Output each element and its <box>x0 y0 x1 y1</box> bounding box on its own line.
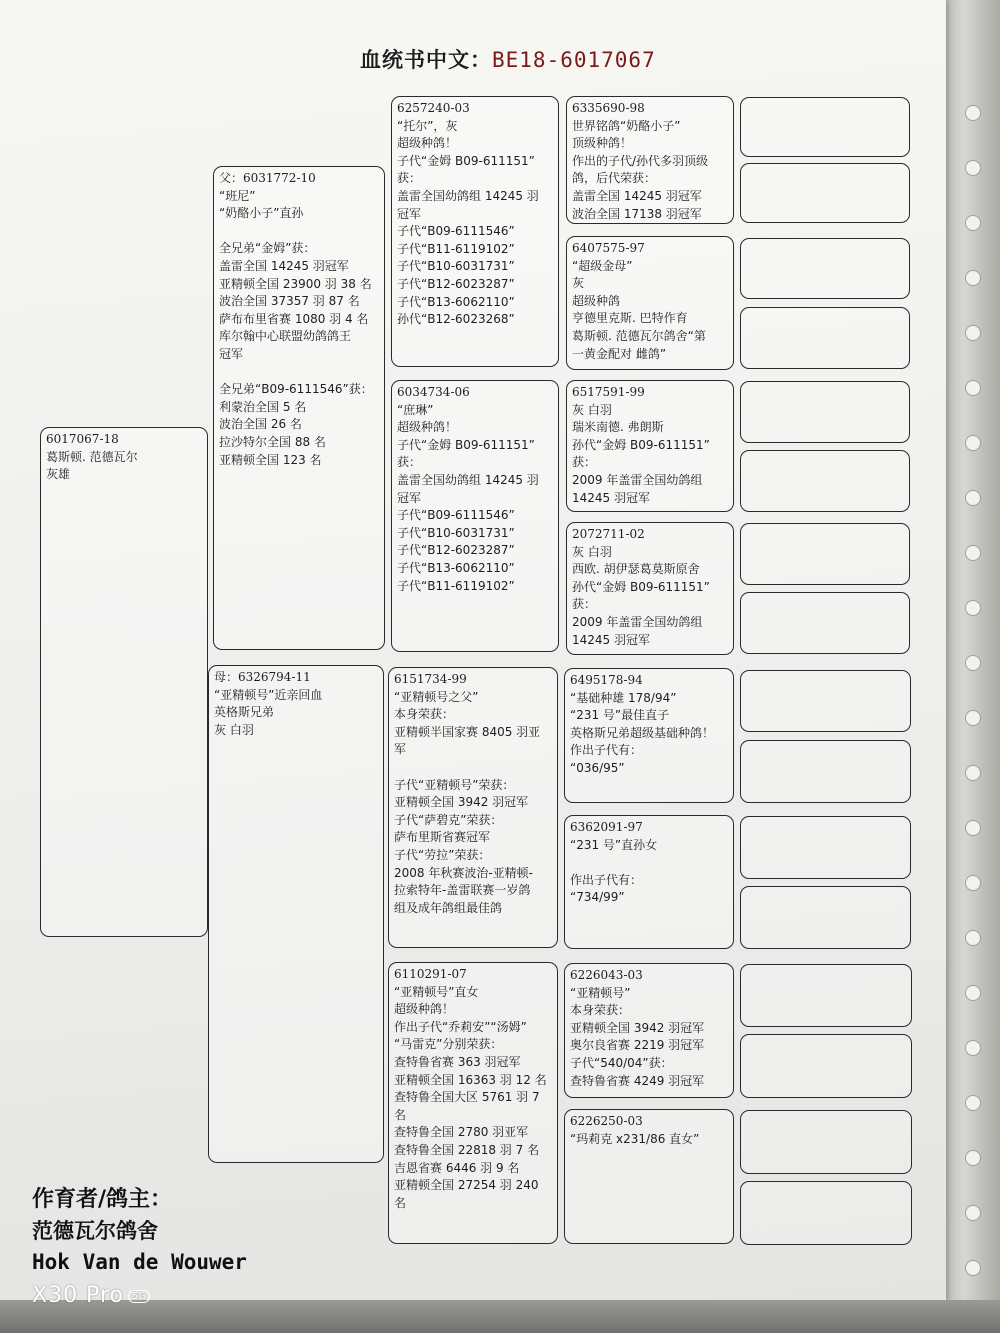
info-line: 亚精顿全国 27254 羽 240 <box>394 1178 539 1193</box>
ring-id: 6407575-97 <box>572 241 645 255</box>
info-line: 查特鲁全国大区 5761 羽 7 <box>394 1090 540 1105</box>
info-line: 奥尔良省赛 2219 羽冠军 <box>570 1038 705 1053</box>
info-line: 查特鲁全国 2780 羽亚军 <box>394 1125 529 1140</box>
pedigree-title <box>360 44 656 74</box>
info-line: 本身荣获： <box>394 707 455 722</box>
binder-hole <box>965 270 981 286</box>
info-line: 亚精顿全国 16363 羽 12 名 <box>394 1072 547 1087</box>
info-line: 盖雷全国 14245 羽冠军 <box>572 188 702 203</box>
info-line: 孙代“金姆 B09-611151” <box>572 579 710 594</box>
info-line: 亨德里克斯. 巴特作育 <box>572 311 688 326</box>
binder-hole <box>965 1205 981 1221</box>
breeder-block <box>32 1184 247 1278</box>
info-line: “玛莉克 x231/86 直女” <box>570 1131 700 1146</box>
info-line: 灰 白羽 <box>572 544 612 559</box>
binder-hole <box>965 820 981 836</box>
camera-model: X30 Pro <box>32 1283 124 1308</box>
info-line: 获： <box>572 597 597 612</box>
info-line: 组及成年鸽组最佳鸽 <box>394 900 503 915</box>
info-line: 全兄弟“金姆”获： <box>219 241 316 256</box>
sire-box <box>213 166 385 650</box>
info-line: 查特鲁省赛 363 羽冠军 <box>394 1054 521 1069</box>
binder-hole <box>965 1150 981 1166</box>
ring-id: 6110291-07 <box>394 967 467 981</box>
generation5-empty-box <box>740 450 910 512</box>
ring-id: 2072711-02 <box>572 527 645 541</box>
info-line: 获： <box>572 455 597 470</box>
info-line: 顶级种鸽！ <box>572 136 633 151</box>
info-line: 军 <box>394 742 407 757</box>
info-line: 超级种鸽 <box>572 293 621 308</box>
info-line: “734/99” <box>570 890 625 905</box>
generation5-empty-box <box>740 97 910 157</box>
binder-hole <box>965 930 981 946</box>
info-line: “亚精顿号”直女 <box>394 984 479 999</box>
info-line: 本身荣获： <box>570 1003 631 1018</box>
ring-id: 6495178-94 <box>570 673 643 687</box>
binder-hole <box>965 875 981 891</box>
great-grandparent-box-2 <box>566 236 734 370</box>
info-line: 瑞米南德. 弗朗斯 <box>572 420 664 435</box>
info-line: “036/95” <box>570 760 625 775</box>
granddam-dam-side-box <box>388 962 558 1244</box>
binder-hole <box>965 380 981 396</box>
grandsire-dam-side-box <box>388 667 558 948</box>
generation5-empty-box <box>740 238 910 299</box>
ring-id: 6517591-99 <box>572 385 645 399</box>
ring-id: 6362091-97 <box>570 820 643 834</box>
generation5-empty-box <box>740 381 910 443</box>
generation5-empty-box <box>740 523 910 585</box>
info-line: 亚精顿半国家赛 8405 羽亚 <box>394 724 541 739</box>
info-line: “托尔”，灰 <box>397 118 458 133</box>
info-line: 拉沙特尔全国 88 名 <box>219 434 326 449</box>
grandsire-sire-side-box <box>391 96 559 367</box>
binder-hole <box>965 600 981 616</box>
info-line <box>219 364 379 382</box>
binder-hole <box>965 490 981 506</box>
info-line: 子代“B10-6031731” <box>397 525 515 540</box>
info-line: 子代“B09-6111546” <box>397 224 515 239</box>
info-line: 子代“金姆 B09-611151” <box>397 437 535 452</box>
binder-hole <box>965 160 981 176</box>
generation5-empty-box <box>740 670 911 732</box>
info-line: “亚精顿号之父” <box>394 689 479 704</box>
info-line: 灰 白羽 <box>214 722 254 737</box>
generation5-empty-box <box>740 1181 912 1245</box>
info-line: 子代“B13-6062110” <box>397 294 515 309</box>
info-line: 查特鲁全国 22818 羽 7 名 <box>394 1142 540 1157</box>
info-line: 子代“B13-6062110” <box>397 560 515 575</box>
info-line: 14245 羽冠军 <box>572 632 650 647</box>
info-line: 作出的子代/孙代多羽顶级 <box>572 153 709 168</box>
info-line: “超级金母” <box>572 258 633 273</box>
info-line: “亚精顿号” <box>570 985 631 1000</box>
info-line: 孙代“金姆 B09-611151” <box>572 437 710 452</box>
info-line: 盖雷全国幼鸽组 14245 羽 <box>397 472 539 487</box>
ring-id: 6151734-99 <box>394 672 467 686</box>
info-line: 子代“劳拉”荣获： <box>394 847 491 862</box>
ring-id: 母：6326794-11 <box>214 670 311 684</box>
info-line: 作出子代“乔莉安”“汤姆” <box>394 1019 527 1034</box>
info-line: 孙代“B12-6023268” <box>397 312 515 327</box>
info-line: 波治全国 17138 羽冠军 <box>572 206 702 221</box>
info-line: 冠军 <box>397 490 422 505</box>
network-badge: 5G <box>128 1290 150 1303</box>
info-line: 吉恩省赛 6446 羽 9 名 <box>394 1160 520 1175</box>
ring-id: 6034734-06 <box>397 385 470 399</box>
ring-id: 6226250-03 <box>570 1114 643 1128</box>
binder-hole <box>965 710 981 726</box>
binder-hole <box>965 545 981 561</box>
info-line: 世界铭鸽“奶酪小子” <box>572 118 681 133</box>
info-line: 英格斯兄弟超级基础种鸽！ <box>570 725 715 740</box>
info-line: “马雷克”分别荣获： <box>394 1037 503 1052</box>
binder-hole <box>965 1260 981 1276</box>
binder-hole <box>965 1095 981 1111</box>
info-line: 2008 年秋赛波治-亚精顿- <box>394 865 534 880</box>
generation5-empty-box <box>740 307 910 369</box>
info-line <box>219 223 379 241</box>
info-line: 查特鲁省赛 4249 羽冠军 <box>570 1073 705 1088</box>
info-line: 冠军 <box>219 346 244 361</box>
info-line: 获： <box>397 171 422 186</box>
info-line: “231 号”直孙女 <box>570 837 658 852</box>
great-grandparent-box-7 <box>564 963 734 1098</box>
ring-id: 6257240-03 <box>397 101 470 115</box>
binder-holes <box>960 0 990 1333</box>
binder-hole <box>965 435 981 451</box>
info-line: 一黄金配对 雌鸽” <box>572 346 667 361</box>
info-line: 灰雄 <box>46 467 71 482</box>
info-line: 亚精顿全国 23900 羽 38 名 <box>219 276 372 291</box>
info-line: “基础种雄 178/94” <box>570 690 677 705</box>
info-line: “亚精顿号”近亲回血 <box>214 687 323 702</box>
info-line: 全兄弟“B09-6111546”获： <box>219 382 373 397</box>
binder-hole <box>965 985 981 1001</box>
info-line: 2009 年盖雷全国幼鸽组 <box>572 614 703 629</box>
generation5-empty-box <box>740 1034 912 1098</box>
info-line: 库尔翰中心联盟幼鸽鸽王 <box>219 329 352 344</box>
info-line: 子代“萨碧克”荣获： <box>394 812 503 827</box>
info-line: 亚精顿全国 123 名 <box>219 452 322 467</box>
info-line: 子代“B09-6111546” <box>397 508 515 523</box>
info-line: 名 <box>394 1195 407 1210</box>
binder-hole <box>965 655 981 671</box>
info-line: 冠军 <box>397 206 422 221</box>
info-line: 作出子代有： <box>570 743 643 758</box>
binder-hole <box>965 325 981 341</box>
info-line: 名 <box>394 1107 407 1122</box>
info-line: 波治全国 26 名 <box>219 417 302 432</box>
generation5-empty-box <box>740 964 912 1027</box>
info-line: 英格斯兄弟 <box>214 705 275 720</box>
ring-id: 6226043-03 <box>570 968 643 982</box>
info-line: “231 号”最佳直子 <box>570 708 670 723</box>
great-grandparent-box-5 <box>564 668 734 803</box>
info-line: 作出子代有： <box>570 872 643 887</box>
pigeon-box <box>40 427 208 937</box>
info-line: 子代“B10-6031731” <box>397 259 515 274</box>
info-line: 灰 <box>572 276 585 291</box>
great-grandparent-box-1 <box>566 96 734 224</box>
breeder-loft-name: Hok Van de Wouwer <box>32 1250 247 1274</box>
ring-id: 6017067-18 <box>46 432 119 446</box>
great-grandparent-box-8 <box>564 1109 734 1244</box>
info-line: 超级种鸽！ <box>397 136 458 151</box>
ring-id: 6335690-98 <box>572 101 645 115</box>
info-line: 葛斯顿. 范德瓦尔鸽舍“第 <box>572 328 706 343</box>
ring-number: BE18-6017067 <box>492 48 656 72</box>
generation5-empty-box <box>740 740 911 803</box>
ring-id: 父：6031772-10 <box>219 171 316 185</box>
breeder-loft-chinese: 范德瓦尔鸽舍 <box>32 1219 158 1243</box>
info-line: 14245 羽冠军 <box>572 490 650 505</box>
info-line: 超级种鸽！ <box>397 420 458 435</box>
info-line: “庶琳” <box>397 402 434 417</box>
granddam-sire-side-box <box>391 380 559 652</box>
info-line: 灰 白羽 <box>572 402 612 417</box>
info-line: 子代“B12-6023287” <box>397 543 515 558</box>
info-line: 葛斯顿. 范德瓦尔 <box>46 449 138 464</box>
binder-hole <box>965 105 981 121</box>
generation5-empty-box <box>740 886 911 949</box>
info-line: 利蒙治全国 5 名 <box>219 399 307 414</box>
binder-hole <box>965 765 981 781</box>
camera-watermark <box>32 1283 150 1308</box>
dam-box <box>208 665 384 1163</box>
info-line: 西欧. 胡伊瑟葛莫斯原舍 <box>572 562 700 577</box>
info-line: 子代“B12-6023287” <box>397 276 515 291</box>
binder-hole <box>965 215 981 231</box>
breeder-label: 作育者/鸽主： <box>32 1187 173 1212</box>
info-line: 子代“B11-6119102” <box>397 241 515 256</box>
info-line: 子代“B11-6119102” <box>397 578 515 593</box>
info-line: 获： <box>397 455 422 470</box>
info-line <box>394 759 552 777</box>
info-line: 亚精顿全国 3942 羽冠军 <box>394 795 529 810</box>
info-line: 子代“金姆 B09-611151” <box>397 153 535 168</box>
info-line: “班尼” <box>219 188 256 203</box>
great-grandparent-box-6 <box>564 815 734 949</box>
info-line: “奶酪小子”直孙 <box>219 206 304 221</box>
info-line: 萨布里斯省赛冠军 <box>394 830 491 845</box>
info-line: 子代“540/04”获： <box>570 1055 673 1070</box>
info-line: 超级种鸽！ <box>394 1002 455 1017</box>
info-line: 盖雷全国幼鸽组 14245 羽 <box>397 188 539 203</box>
info-line: 子代“亚精顿号”荣获： <box>394 777 515 792</box>
info-line: 波治全国 37357 羽 87 名 <box>219 294 360 309</box>
generation5-empty-box <box>740 163 910 223</box>
info-line: 拉索特年-盖雷联赛一岁鸽 <box>394 883 531 898</box>
title-label: 血统书中文： <box>360 48 492 72</box>
generation5-empty-box <box>740 592 910 654</box>
binder-hole <box>965 1040 981 1056</box>
info-line: 鸽，后代荣获： <box>572 171 657 186</box>
info-line <box>570 854 728 872</box>
generation5-empty-box <box>740 1110 912 1174</box>
info-line: 2009 年盖雷全国幼鸽组 <box>572 472 703 487</box>
info-line: 萨布布里省赛 1080 羽 4 名 <box>219 311 369 326</box>
info-line: 盖雷全国 14245 羽冠军 <box>219 258 349 273</box>
info-line: 亚精顿全国 3942 羽冠军 <box>570 1020 705 1035</box>
generation5-empty-box <box>740 816 911 879</box>
great-grandparent-box-4 <box>566 522 734 655</box>
great-grandparent-box-3 <box>566 380 734 512</box>
